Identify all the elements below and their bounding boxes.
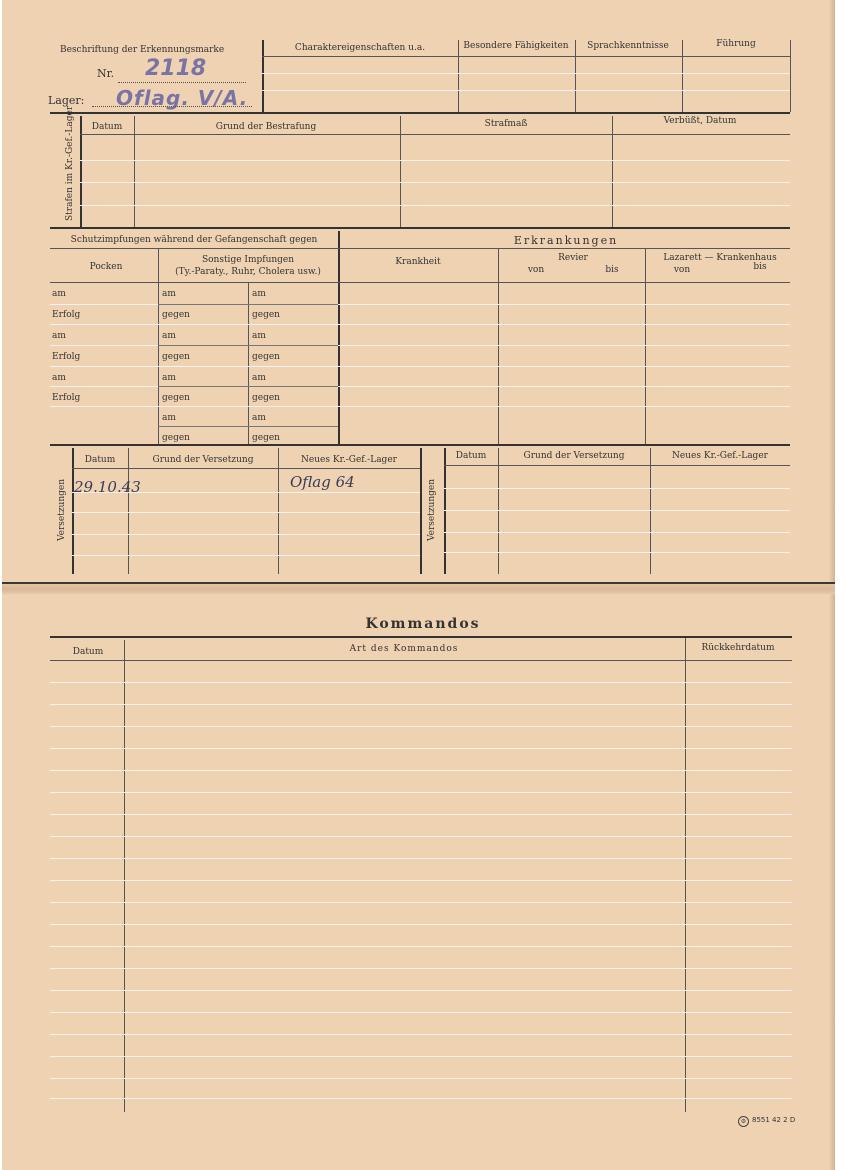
char-label: Charaktereigenschaften u.a. — [294, 43, 426, 53]
vers-right-side-label: Versetzungen — [427, 478, 437, 542]
impf-title: Schutzimpfungen während der Gefangenschaft gegen — [70, 235, 318, 245]
impf-row-6-b: gegen — [162, 393, 190, 403]
vers-entry-lager: Oflag 64 — [290, 473, 355, 491]
marke-label: Beschriftung der Erkennungsmarke — [60, 45, 225, 55]
impf-row-3-b: am — [162, 331, 176, 341]
impf-row-4-b: gegen — [162, 352, 190, 362]
nr-value: 2118 — [145, 56, 207, 81]
impf-row-5-c: am — [252, 373, 266, 383]
impf-row-2-b: gegen — [162, 310, 190, 320]
faehig-label: Besondere Fähigkeiten — [463, 41, 569, 51]
nr-label: Nr. — [97, 67, 115, 80]
erk-revier-von: von — [527, 265, 545, 275]
strafen-col-datum: Datum — [91, 122, 123, 132]
kommandos-col-rueckkehr: Rückkehrdatum — [701, 643, 775, 653]
impf-col-sonstige-2: (Ty.-Paraty., Ruhr, Cholera usw.) — [175, 267, 321, 277]
erk-revier-bis: bis — [605, 265, 619, 275]
kommandos-col-datum: Datum — [72, 647, 104, 657]
erk-col-revier: Revier — [558, 253, 588, 263]
print-code: 8551 42 2 D — [752, 1116, 796, 1124]
vers-right-col-datum: Datum — [455, 451, 487, 461]
impf-row-5-b: am — [162, 373, 176, 383]
impf-row-2-c: gegen — [252, 310, 280, 320]
impf-row-1-a: am — [52, 289, 66, 299]
vers-right-col-lager: Neues Kr.-Gef.-Lager — [672, 451, 768, 461]
vers-left-col-grund: Grund der Versetzung — [152, 455, 254, 465]
impf-row-5-a: am — [52, 373, 66, 383]
fold-line — [2, 582, 835, 594]
impf-col-sonstige-1: Sonstige Impfungen — [201, 255, 295, 265]
impf-col-pocken: Pocken — [89, 262, 123, 272]
strafen-col-verbuesst: Verbüßt, Datum — [663, 116, 737, 126]
impf-row-6-c: gegen — [252, 393, 280, 403]
impf-row-6-a: Erfolg — [52, 393, 81, 403]
impf-row-7-b: am — [162, 413, 176, 423]
vers-left-col-datum: Datum — [84, 455, 116, 465]
erk-col-krankheit: Krankheit — [395, 257, 441, 267]
printer-logo-icon: ⚙ — [738, 1116, 749, 1127]
impf-row-8-b: gegen — [162, 433, 190, 443]
impf-row-3-a: am — [52, 331, 66, 341]
vers-left-side-label: Versetzungen — [57, 478, 67, 542]
erk-lazarett-bis: bis — [753, 262, 767, 272]
vers-entry-datum: 29.10.43 — [74, 478, 141, 496]
impf-row-1-c: am — [252, 289, 266, 299]
fuehrung-label: Führung — [716, 39, 756, 49]
erk-lazarett-von: von — [673, 265, 691, 275]
kommandos-col-art: Art des Kommandos — [349, 644, 459, 654]
lager-value: Oflag. V/A. — [116, 86, 249, 110]
vers-right-col-grund: Grund der Versetzung — [523, 451, 625, 461]
strafen-col-grund: Grund der Bestrafung — [215, 122, 317, 132]
erkrankungen-title: Erkrankungen — [513, 234, 619, 247]
strafen-col-strafmass: Strafmaß — [484, 119, 528, 129]
impf-row-2-a: Erfolg — [52, 310, 81, 320]
kommandos-title: Kommandos — [365, 616, 481, 632]
impf-row-8-c: gegen — [252, 433, 280, 443]
impf-row-4-c: gegen — [252, 352, 280, 362]
impf-row-1-b: am — [162, 289, 176, 299]
erk-col-lazarett: Lazarett — Krankenhaus — [663, 253, 777, 263]
impf-row-7-c: am — [252, 413, 266, 423]
impf-row-3-c: am — [252, 331, 266, 341]
impf-row-4-a: Erfolg — [52, 352, 81, 362]
sprach-label: Sprachkenntnisse — [587, 41, 669, 51]
lager-label: Lager: — [48, 94, 85, 107]
strafen-side-label: Strafen im Kr.-Gef.-Lager — [65, 105, 75, 221]
vers-left-col-lager: Neues Kr.-Gef.-Lager — [301, 455, 397, 465]
